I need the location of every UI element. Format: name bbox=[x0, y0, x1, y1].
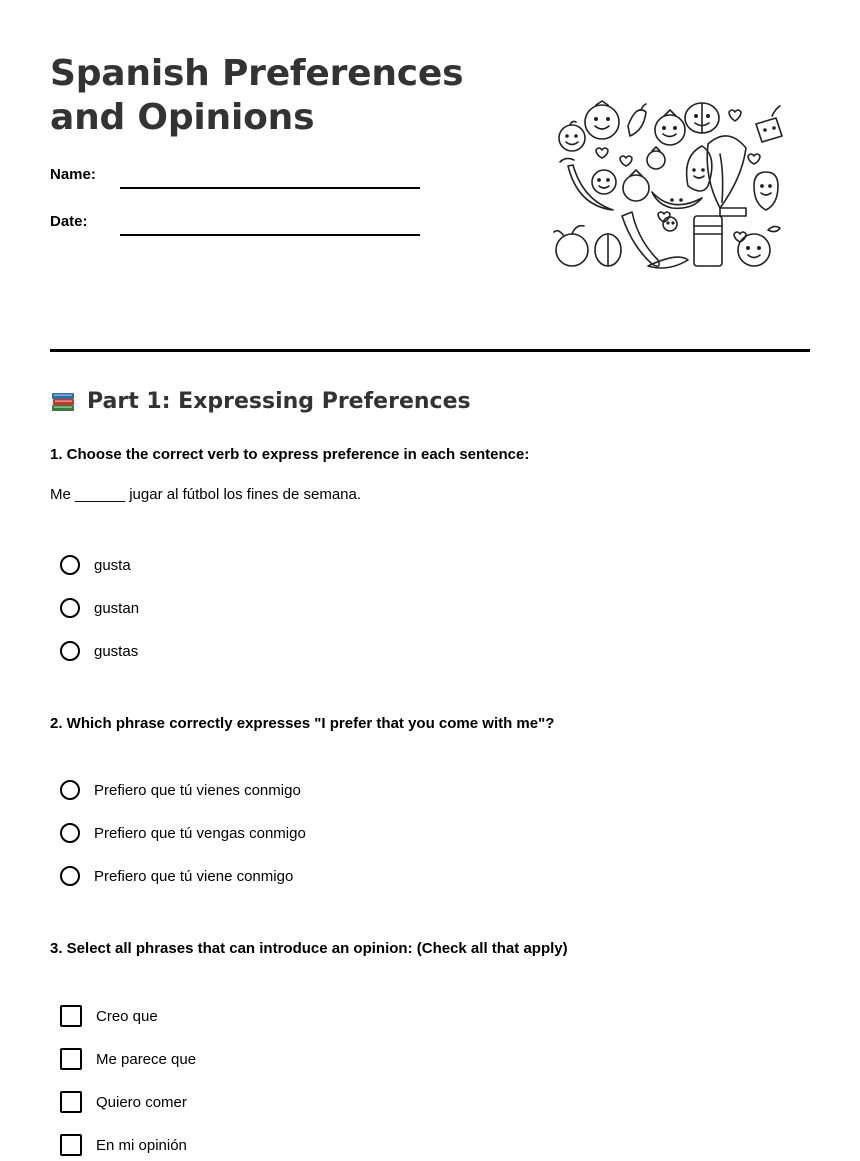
question-2-option-2[interactable] bbox=[60, 821, 306, 845]
name-label: Name: bbox=[50, 166, 96, 183]
question-1-option-3[interactable] bbox=[60, 639, 138, 663]
radio-button[interactable] bbox=[60, 598, 80, 618]
option-label: Prefiero que tú vienes conmigo bbox=[94, 781, 301, 799]
option-label: Quiero comer bbox=[96, 1093, 187, 1111]
checkbox[interactable] bbox=[60, 1048, 82, 1070]
option-label: Me parece que bbox=[96, 1050, 197, 1068]
name-field-line[interactable] bbox=[120, 187, 420, 189]
option-label: gustan bbox=[94, 599, 140, 617]
radio-button[interactable] bbox=[60, 641, 80, 661]
option-label: Prefiero que tú viene conmigo bbox=[94, 867, 294, 885]
section-title bbox=[50, 388, 471, 415]
section-title-text: Part 1: Expressing Preferences bbox=[87, 389, 471, 414]
radio-button[interactable] bbox=[60, 823, 80, 843]
option-label: gusta bbox=[94, 556, 131, 574]
radio-button[interactable] bbox=[60, 866, 80, 886]
section-divider bbox=[50, 349, 810, 352]
date-field-line[interactable] bbox=[120, 234, 420, 236]
question-3-option-3[interactable] bbox=[60, 1090, 187, 1114]
books-icon bbox=[50, 388, 77, 415]
question-2-option-3[interactable] bbox=[60, 864, 293, 888]
option-label: En mi opinión bbox=[96, 1136, 187, 1154]
question-1-option-1[interactable] bbox=[60, 553, 131, 577]
option-label: gustas bbox=[94, 642, 139, 660]
checkbox[interactable] bbox=[60, 1005, 82, 1027]
option-label: Creo que bbox=[96, 1007, 158, 1025]
question-3-option-4[interactable] bbox=[60, 1133, 187, 1157]
page-title: Spanish Preferences and Opinions bbox=[50, 53, 464, 138]
checkbox[interactable] bbox=[60, 1134, 82, 1156]
radio-button[interactable] bbox=[60, 780, 80, 800]
question-2-option-1[interactable] bbox=[60, 778, 301, 802]
question-1-prompt: 1. Choose the correct verb to express preference in each sentence: bbox=[50, 446, 530, 463]
question-1-option-2[interactable] bbox=[60, 596, 139, 620]
question-3-option-2[interactable] bbox=[60, 1047, 196, 1071]
question-3-option-1[interactable] bbox=[60, 1004, 158, 1028]
question-2-prompt: 2. Which phrase correctly expresses "I prefer that you come with me"? bbox=[50, 715, 555, 732]
checkbox[interactable] bbox=[60, 1091, 82, 1113]
fruit-vegetables-doodle-icon bbox=[548, 96, 788, 274]
option-label: Prefiero que tú vengas conmigo bbox=[94, 824, 306, 842]
question-1-sentence: Me ______ jugar al fútbol los fines de semana. bbox=[50, 486, 362, 503]
radio-button[interactable] bbox=[60, 555, 80, 575]
question-3-prompt: 3. Select all phrases that can introduce an opinion: (Check all that apply) bbox=[50, 940, 568, 957]
date-label: Date: bbox=[50, 213, 88, 230]
